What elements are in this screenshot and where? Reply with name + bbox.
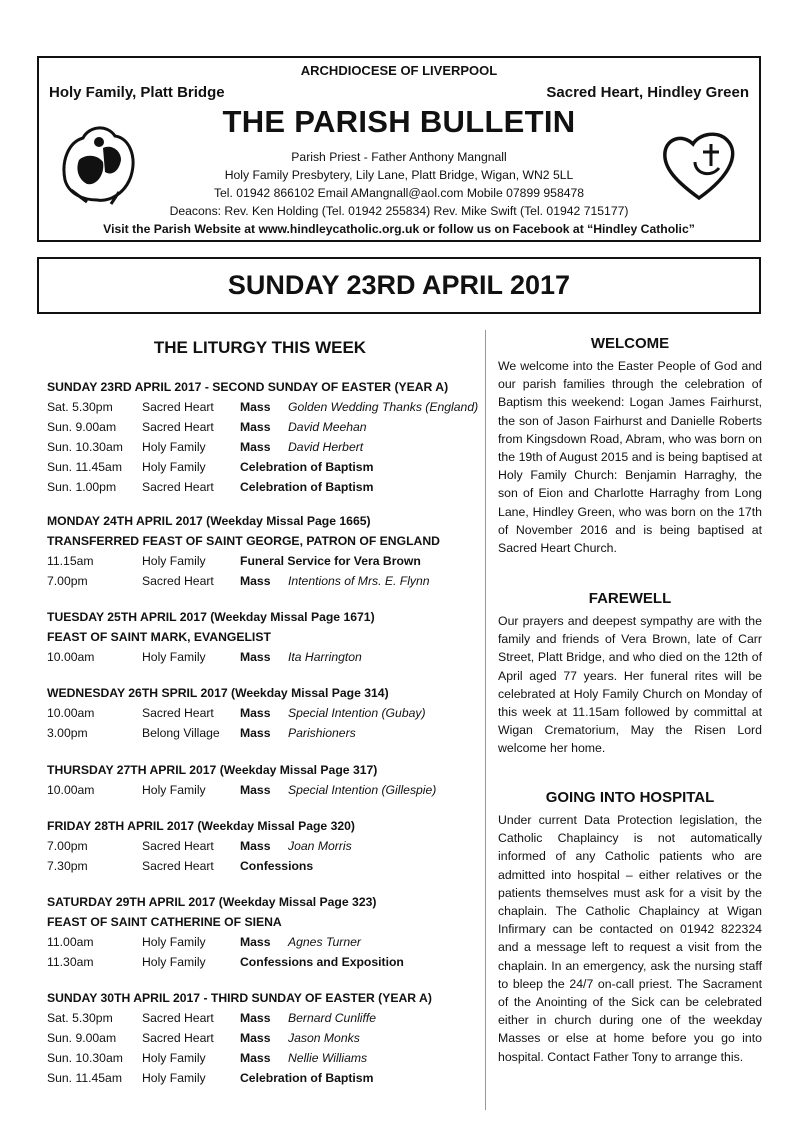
- service-place: Belong Village: [142, 726, 220, 740]
- right-parish-name: Sacred Heart, Hindley Green: [546, 84, 749, 101]
- service-row: [47, 780, 487, 800]
- service-time: Sun. 10.30am: [47, 440, 123, 454]
- left-parish-name: Holy Family, Platt Bridge: [49, 84, 225, 101]
- service-place: Holy Family: [142, 1051, 206, 1065]
- website-line: Visit the Parish Website at www.hindleycatholic.org.uk or follow us on Facebook at “Hindley Catholic”: [103, 222, 695, 236]
- service-intention: Ita Harrington: [288, 650, 362, 664]
- service-row: [47, 457, 487, 477]
- service-row: [47, 437, 487, 457]
- service-row: [47, 1008, 487, 1028]
- welcome-section: [498, 333, 762, 557]
- service-time: Sun. 11.45am: [47, 1071, 122, 1085]
- service-place: Sacred Heart: [142, 400, 214, 414]
- service-type: Celebration of Baptism: [240, 460, 374, 474]
- service-intention: Bernard Cunliffe: [288, 1011, 377, 1025]
- service-place: Holy Family: [142, 955, 206, 969]
- liturgy-day: [47, 683, 487, 743]
- service-intention: Joan Morris: [288, 839, 352, 853]
- service-place: Sacred Heart: [142, 480, 214, 494]
- service-place: Holy Family: [142, 650, 206, 664]
- service-type: Mass: [240, 400, 271, 414]
- service-row: [47, 571, 487, 591]
- feast-heading: TRANSFERRED FEAST OF SAINT GEORGE, PATRON OF ENGLAND: [47, 534, 440, 548]
- liturgy-day: [47, 377, 487, 497]
- service-place: Sacred Heart: [142, 1011, 214, 1025]
- service-type: Mass: [240, 574, 271, 588]
- welcome-heading: WELCOME: [590, 335, 670, 352]
- service-row: [47, 647, 487, 667]
- liturgy-day: [47, 607, 487, 667]
- service-place: Holy Family: [142, 783, 206, 797]
- bulletin-title: THE PARISH BULLETIN: [222, 104, 576, 139]
- day-heading: FRIDAY 28TH APRIL 2017 (Weekday Missal Page 320): [47, 819, 355, 833]
- service-intention: Jason Monks: [288, 1031, 360, 1045]
- service-type: Mass: [240, 1011, 271, 1025]
- service-type: Mass: [240, 1051, 271, 1065]
- service-time: Sun. 9.00am: [47, 1031, 117, 1045]
- service-time: Sat. 5.30pm: [47, 1011, 113, 1025]
- service-row: [47, 856, 487, 876]
- service-place: Holy Family: [142, 935, 206, 949]
- service-type: Mass: [240, 440, 271, 454]
- service-place: Holy Family: [142, 440, 206, 454]
- contact-details: Tel. 01942 866102 Email AMangnall@aol.com Mobile 07899 958478: [213, 186, 585, 200]
- day-heading: SUNDAY 30TH APRIL 2017 - THIRD SUNDAY OF EASTER (YEAR A): [47, 991, 432, 1005]
- service-type: Mass: [240, 420, 271, 434]
- service-time: 3.00pm: [47, 726, 88, 740]
- service-intention: David Herbert: [288, 440, 364, 454]
- liturgy-day: [47, 760, 487, 800]
- liturgy-title: THE LITURGY THIS WEEK: [153, 338, 367, 357]
- date-banner: SUNDAY 23RD APRIL 2017: [37, 257, 761, 314]
- farewell-section: [498, 588, 762, 758]
- service-place: Sacred Heart: [142, 574, 214, 588]
- service-time: 10.00am: [47, 783, 95, 797]
- service-time: 11.00am: [47, 935, 94, 949]
- service-time: Sat. 5.30pm: [47, 400, 113, 414]
- archdiocese-label: ARCHDIOCESE OF LIVERPOOL: [300, 63, 498, 78]
- service-time: 11.15am: [47, 554, 94, 568]
- service-intention: Special Intention (Gubay): [288, 706, 426, 720]
- service-place: Holy Family: [142, 460, 206, 474]
- service-place: Sacred Heart: [142, 706, 214, 720]
- service-row: [47, 551, 487, 571]
- liturgy-day: [47, 988, 487, 1088]
- service-intention: Parishioners: [288, 726, 356, 740]
- service-row: [47, 417, 487, 437]
- liturgy-day: [47, 816, 487, 876]
- service-intention: Agnes Turner: [288, 935, 361, 949]
- service-place: Holy Family: [142, 554, 206, 568]
- sacred-heart-logo-icon: [659, 122, 741, 204]
- holy-family-logo-icon: [59, 120, 139, 206]
- service-row: [47, 952, 487, 972]
- service-type: Celebration of Baptism: [240, 480, 374, 494]
- welcome-body: We welcome into the Easter People of God and our parish families through the celebration of Baptism this weekend: Logan James Fairhurst, the son of Jason Fairhurst and Danielle Roberts from Kingsdown Road, Abram, who was born on the 19th of August 2015 and is being baptised at Holy Family Church: Benjamin Harraghy, the son of Eion and Charlotte Harraghy from Long Lane, Hindley Green, who was born on the 17th of November 2016 and is being baptised at Sacred Heart Church.: [498, 359, 762, 556]
- bulletin-header: [37, 56, 761, 242]
- service-type: Mass: [240, 935, 271, 949]
- service-type: Mass: [240, 650, 271, 664]
- service-time: 7.30pm: [47, 859, 88, 873]
- feast-heading: FEAST OF SAINT CATHERINE OF SIENA: [47, 915, 282, 929]
- service-row: [47, 477, 487, 497]
- service-time: 10.00am: [47, 650, 95, 664]
- service-time: 7.00pm: [47, 839, 88, 853]
- service-type: Mass: [240, 706, 271, 720]
- service-intention: Intentions of Mrs. E. Flynn: [288, 574, 430, 588]
- day-heading: THURSDAY 27TH APRIL 2017 (Weekday Missal Page 317): [47, 763, 378, 777]
- day-heading: SATURDAY 29TH APRIL 2017 (Weekday Missal Page 323): [47, 895, 377, 909]
- hospital-section: [498, 787, 762, 1066]
- service-row: [47, 723, 487, 743]
- service-intention: Nellie Williams: [288, 1051, 368, 1065]
- service-type: Celebration of Baptism: [240, 1071, 374, 1085]
- service-type: Funeral Service for Vera Brown: [240, 554, 421, 568]
- service-place: Sacred Heart: [142, 859, 214, 873]
- liturgy-day: [47, 892, 487, 972]
- service-row: [47, 703, 487, 723]
- service-time: Sun. 11.45am: [47, 460, 122, 474]
- deacons-line: Deacons: Rev. Ken Holding (Tel. 01942 255834) Rev. Mike Swift (Tel. 01942 715177): [169, 204, 629, 218]
- service-time: Sun. 9.00am: [47, 420, 117, 434]
- service-type: Confessions and Exposition: [240, 955, 404, 969]
- service-row: [47, 1048, 487, 1068]
- service-type: Mass: [240, 1031, 271, 1045]
- service-type: Mass: [240, 783, 271, 797]
- service-time: Sun. 10.30am: [47, 1051, 123, 1065]
- day-heading: MONDAY 24TH APRIL 2017 (Weekday Missal Page 1665): [47, 514, 371, 528]
- day-heading: SUNDAY 23RD APRIL 2017 - SECOND SUNDAY OF EASTER (YEAR A): [47, 380, 449, 394]
- parish-priest: Parish Priest - Father Anthony Mangnall: [291, 150, 507, 164]
- day-heading: WEDNESDAY 26TH SPRIL 2017 (Weekday Missal Page 314): [47, 686, 389, 700]
- service-row: [47, 1068, 487, 1088]
- service-type: Confessions: [240, 859, 314, 873]
- service-intention: Special Intention (Gillespie): [288, 783, 437, 797]
- day-heading: TUESDAY 25TH APRIL 2017 (Weekday Missal Page 1671): [47, 610, 375, 624]
- service-place: Sacred Heart: [142, 1031, 214, 1045]
- service-intention: Golden Wedding Thanks (England): [288, 400, 479, 414]
- service-row: [47, 836, 487, 856]
- hospital-body: Under current Data Protection legislation, the Catholic Chaplaincy is not automatically informed of any Catholic patients who are admitted into hospital – either relatives or the patients themselves must ask for a visit by the chaplain. The Catholic Chaplaincy at Wigan Infirmary can be contacted on 01942 822324 and a message left to request a visit from the chaplain. In an emergency, ask the nursing staff to bleep the 24/7 on-call priest. The Sacrament of the Anointing of the Sick can be celebrated either in church during one of the weekday Masses or else at home before you go into hospital. Contact Father Tony to arrange this.: [498, 813, 762, 1064]
- service-row: [47, 1028, 487, 1048]
- service-time: 10.00am: [47, 706, 95, 720]
- feast-heading: FEAST OF SAINT MARK, EVANGELIST: [47, 630, 271, 644]
- service-row: [47, 397, 487, 417]
- presbytery-address: Holy Family Presbytery, Lily Lane, Platt Bridge, Wigan, WN2 5LL: [224, 168, 574, 182]
- service-place: Sacred Heart: [142, 420, 214, 434]
- hospital-heading: GOING INTO HOSPITAL: [545, 789, 715, 806]
- service-place: Holy Family: [142, 1071, 206, 1085]
- service-time: 11.30am: [47, 955, 94, 969]
- service-time: 7.00pm: [47, 574, 88, 588]
- service-place: Sacred Heart: [142, 839, 214, 853]
- service-time: Sun. 1.00pm: [47, 480, 117, 494]
- service-intention: David Meehan: [288, 420, 367, 434]
- farewell-body: Our prayers and deepest sympathy are with the family and friends of Vera Brown, late of Carr Street, Platt Bridge, and who died on the 12th of April aged 77 years. Her funeral rites will be celebrated at Holy Family Church on Monday of this week at 11.15am followed by committal at Wigan Crematorium, May the Risen Lord welcome her home.: [498, 614, 762, 756]
- liturgy-day: [47, 511, 487, 591]
- service-type: Mass: [240, 839, 271, 853]
- service-type: Mass: [240, 726, 271, 740]
- farewell-heading: FAREWELL: [588, 590, 672, 607]
- service-row: [47, 932, 487, 952]
